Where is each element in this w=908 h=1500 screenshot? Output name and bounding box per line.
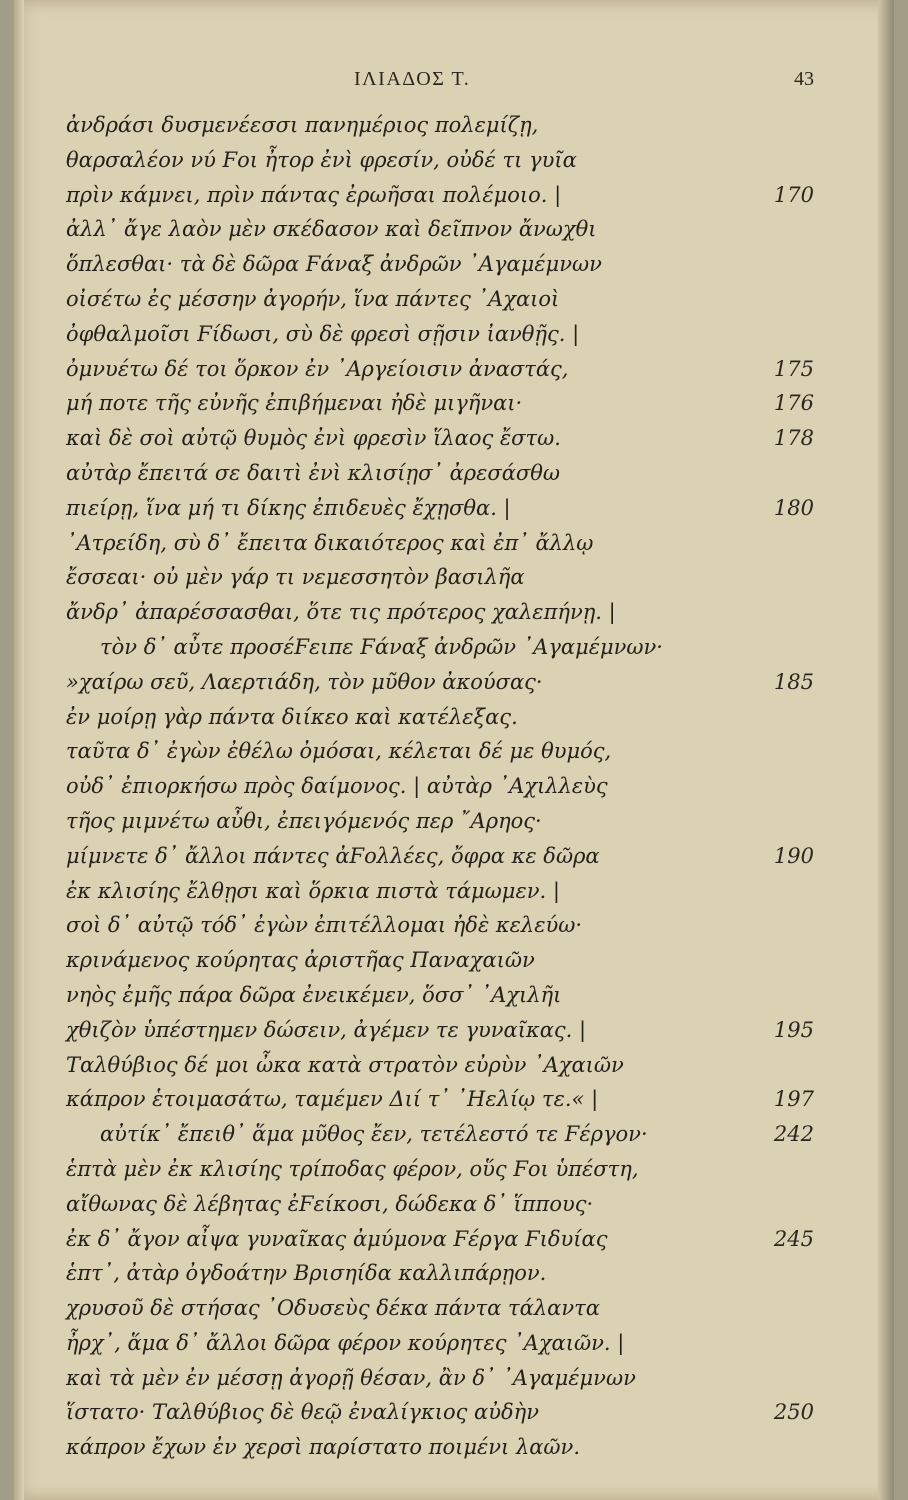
verse-line — [14, 282, 894, 317]
verse-text: θαρσαλέον νύ Ϝοι ἦτορ ἐνὶ φρεσίν, οὐδέ τι γυῖα — [66, 147, 577, 172]
verse-line — [14, 1048, 894, 1083]
verse-text: αὐτὰρ ἔπειτά σε δαιτὶ ἐνὶ κλισίῃσ᾽ ἀρεσάσθω — [66, 460, 561, 485]
verse-line — [14, 108, 894, 143]
line-number: 245 — [773, 1226, 814, 1251]
page-number: 43 — [794, 68, 814, 90]
verse-line — [14, 1361, 894, 1396]
verse-text: ἀλλ᾽ ἄγε λαὸν μὲν σκέδασον καὶ δεῖπνον ἄνωχθι — [66, 217, 597, 242]
verse-text: μίμνετε δ᾽ ἄλλοι πάντες ἀϜολλέες, ὄφρα κε δῶρα — [66, 843, 600, 868]
verse-line — [14, 1013, 894, 1048]
verse-text: ὀμνυέτω δέ τοι ὅρκον ἐν ᾽Αργείοισιν ἀναστάς, — [66, 356, 569, 381]
verse-text: ᾽Ατρείδη, σὺ δ᾽ ἔπειτα δικαιότερος καὶ ἐπ᾽ ἄλλῳ — [66, 530, 594, 555]
verse-line — [14, 1082, 894, 1117]
verse-line — [14, 178, 894, 213]
running-header — [14, 68, 894, 98]
verse-line — [14, 908, 894, 943]
line-number: 190 — [773, 843, 814, 868]
verse-line — [14, 1222, 894, 1257]
verse-text: αἴθωνας δὲ λέβητας ἐϜείκοσι, δώδεκα δ᾽ ἵππους· — [66, 1191, 594, 1216]
verse-line — [14, 1430, 894, 1465]
book-page — [14, 0, 894, 1500]
verse-text: »χαίρω σεῦ, Λαερτιάδη, τὸν μῦθον ἀκούσας· — [66, 669, 543, 694]
verse-text: ἐν μοίρῃ γὰρ πάντα διίκεο καὶ κατέλεξας. — [66, 704, 518, 729]
verse-lines — [14, 108, 894, 1465]
verse-text: κάπρον ἑτοιμασάτω, ταμέμεν Διί τ᾽ ᾽Ηελίῳ τε.« | — [66, 1087, 599, 1112]
verse-text: ἐκ δ᾽ ἄγον αἶψα γυναῖκας ἀμύμονα Ϝέργα Ϝιδυίας — [66, 1226, 608, 1251]
verse-text: ὅπλεσθαι· τὰ δὲ δῶρα Ϝάναξ ἀνδρῶν ᾽Αγαμέμνων — [66, 252, 602, 277]
verse-line — [14, 456, 894, 491]
verse-text: τῆος μιμνέτω αὖθι, ἐπειγόμενός περ ῎Αρηος· — [66, 808, 542, 833]
line-number: 242 — [773, 1122, 814, 1147]
verse-text: ἦρχ᾽, ἅμα δ᾽ ἄλλοι δῶρα φέρον κούρητες ᾽Αχαιῶν. | — [66, 1330, 625, 1355]
verse-line — [14, 526, 894, 561]
verse-line — [14, 386, 894, 421]
line-number: 175 — [773, 356, 814, 381]
verse-text: νηὸς ἐμῆς πάρα δῶρα ἐνεικέμεν, ὅσσ᾽ ᾽Αχιλῆι — [66, 982, 562, 1007]
line-number: 250 — [773, 1400, 814, 1425]
verse-line — [14, 421, 894, 456]
verse-line — [14, 212, 894, 247]
verse-text: κρινάμενος κούρητας ἀριστῆας Παναχαιῶν — [66, 948, 535, 973]
line-number: 185 — [773, 669, 814, 694]
verse-line — [14, 700, 894, 735]
line-number: 176 — [773, 391, 814, 416]
verse-text: τὸν δ᾽ αὖτε προσέϜειπε Ϝάναξ ἀνδρῶν ᾽Αγαμέμνων· — [100, 634, 663, 659]
verse-text: κάπρον ἔχων ἐν χερσὶ παρίστατο ποιμένι λαῶν. — [66, 1435, 580, 1460]
verse-text: ἄνδρ᾽ ἀπαρέσσασθαι, ὅτε τις πρότερος χαλεπήνῃ. | — [66, 600, 616, 625]
verse-text: ἀνδράσι δυσμενέεσσι πανημέριος πολεμίζῃ, — [66, 113, 539, 137]
verse-line — [14, 978, 894, 1013]
verse-line — [14, 143, 894, 178]
verse-line — [14, 630, 894, 665]
verse-line — [14, 1291, 894, 1326]
verse-text: μή ποτε τῆς εὐνῆς ἐπιβήμεναι ἠδὲ μιγῆναι· — [66, 391, 523, 416]
line-number: 180 — [773, 495, 814, 520]
verse-line — [14, 491, 894, 526]
verse-text: ἑπτ᾽, ἀτὰρ ὀγδοάτην Βρισηίδα καλλιπάρῃον. — [66, 1261, 547, 1286]
verse-text: ἐκ κλισίης ἔλθῃσι καὶ ὅρκια πιστὰ τάμωμεν. | — [66, 878, 560, 903]
line-number: 195 — [773, 1017, 814, 1042]
verse-text: σοὶ δ᾽ αὐτῷ τόδ᾽ ἐγὼν ἐπιτέλλομαι ἠδὲ κελεύω· — [66, 913, 583, 938]
verse-text: αὐτίκ᾽ ἔπειθ᾽ ἅμα μῦθος ἔεν, τετέλεστό τε Ϝέργον· — [100, 1122, 648, 1147]
verse-line — [14, 317, 894, 352]
verse-line — [14, 247, 894, 282]
verse-text: ἑπτὰ μὲν ἐκ κλισίης τρίποδας φέρον, οὕς Ϝοι ὑπέστη, — [66, 1156, 639, 1181]
verse-text: ὀφθαλμοῖσι Ϝίδωσι, σὺ δὲ φρεσὶ σῇσιν ἰανθῇς. | — [66, 321, 580, 346]
verse-line — [14, 352, 894, 387]
verse-line — [14, 734, 894, 769]
binding-shadow — [14, 0, 24, 1500]
verse-text: πιείρῃ, ἵνα μή τι δίκης ἐπιδευὲς ἔχῃσθα. | — [66, 495, 511, 520]
verse-text: οὐδ᾽ ἐπιορκήσω πρὸς δαίμονος. | αὐτὰρ ᾽Αχιλλεὺς — [66, 774, 608, 799]
line-number: 170 — [773, 182, 814, 207]
verse-line — [14, 943, 894, 978]
verse-line — [14, 769, 894, 804]
verse-line — [14, 804, 894, 839]
verse-text: ἵστατο· Ταλθύβιος δὲ θεῷ ἐναλίγκιος αὐδὴν — [66, 1400, 539, 1425]
verse-line — [14, 839, 894, 874]
verse-text: καὶ τὰ μὲν ἐν μέσσῃ ἀγορῇ θέσαν, ἂν δ᾽ ᾽Αγαμέμνων — [66, 1365, 636, 1390]
verse-text: χρυσοῦ δὲ στήσας ᾽Οδυσεὺς δέκα πάντα τάλαντα — [66, 1296, 600, 1321]
verse-line — [14, 1256, 894, 1291]
verse-line — [14, 560, 894, 595]
verse-text: ταῦτα δ᾽ ἐγὼν ἐθέλω ὀμόσαι, κέλεται δέ με θυμός, — [66, 739, 612, 764]
verse-text: πρὶν κάμνει, πρὶν πάντας ἐρωῆσαι πολέμοιο. | — [66, 182, 562, 207]
verse-line — [14, 595, 894, 630]
line-number: 197 — [773, 1087, 814, 1112]
verse-text: Ταλθύβιος δέ μοι ὦκα κατὰ στρατὸν εὐρὺν ᾽Αχαιῶν — [66, 1052, 624, 1077]
verse-text: χθιζὸν ὑπέστημεν δώσειν, ἀγέμεν τε γυναῖκας. | — [66, 1017, 587, 1042]
running-title: ΙΛΙΑΔΟΣ Τ. — [354, 68, 471, 90]
verse-line — [14, 1117, 894, 1152]
verse-line — [14, 874, 894, 909]
verse-line — [14, 665, 894, 700]
verse-line — [14, 1326, 894, 1361]
line-number: 178 — [773, 426, 814, 451]
verse-text: ἔσσεαι· οὐ μὲν γάρ τι νεμεσσητὸν βασιλῆα — [66, 565, 525, 590]
verse-text: οἰσέτω ἐς μέσσην ἀγορήν, ἵνα πάντες ᾽Αχαιοὶ — [66, 286, 560, 311]
verse-line — [14, 1152, 894, 1187]
verse-line — [14, 1187, 894, 1222]
verse-line — [14, 1395, 894, 1430]
verse-text: καὶ δὲ σοὶ αὐτῷ θυμὸς ἐνὶ φρεσὶν ἵλαος ἔστω. — [66, 426, 561, 451]
